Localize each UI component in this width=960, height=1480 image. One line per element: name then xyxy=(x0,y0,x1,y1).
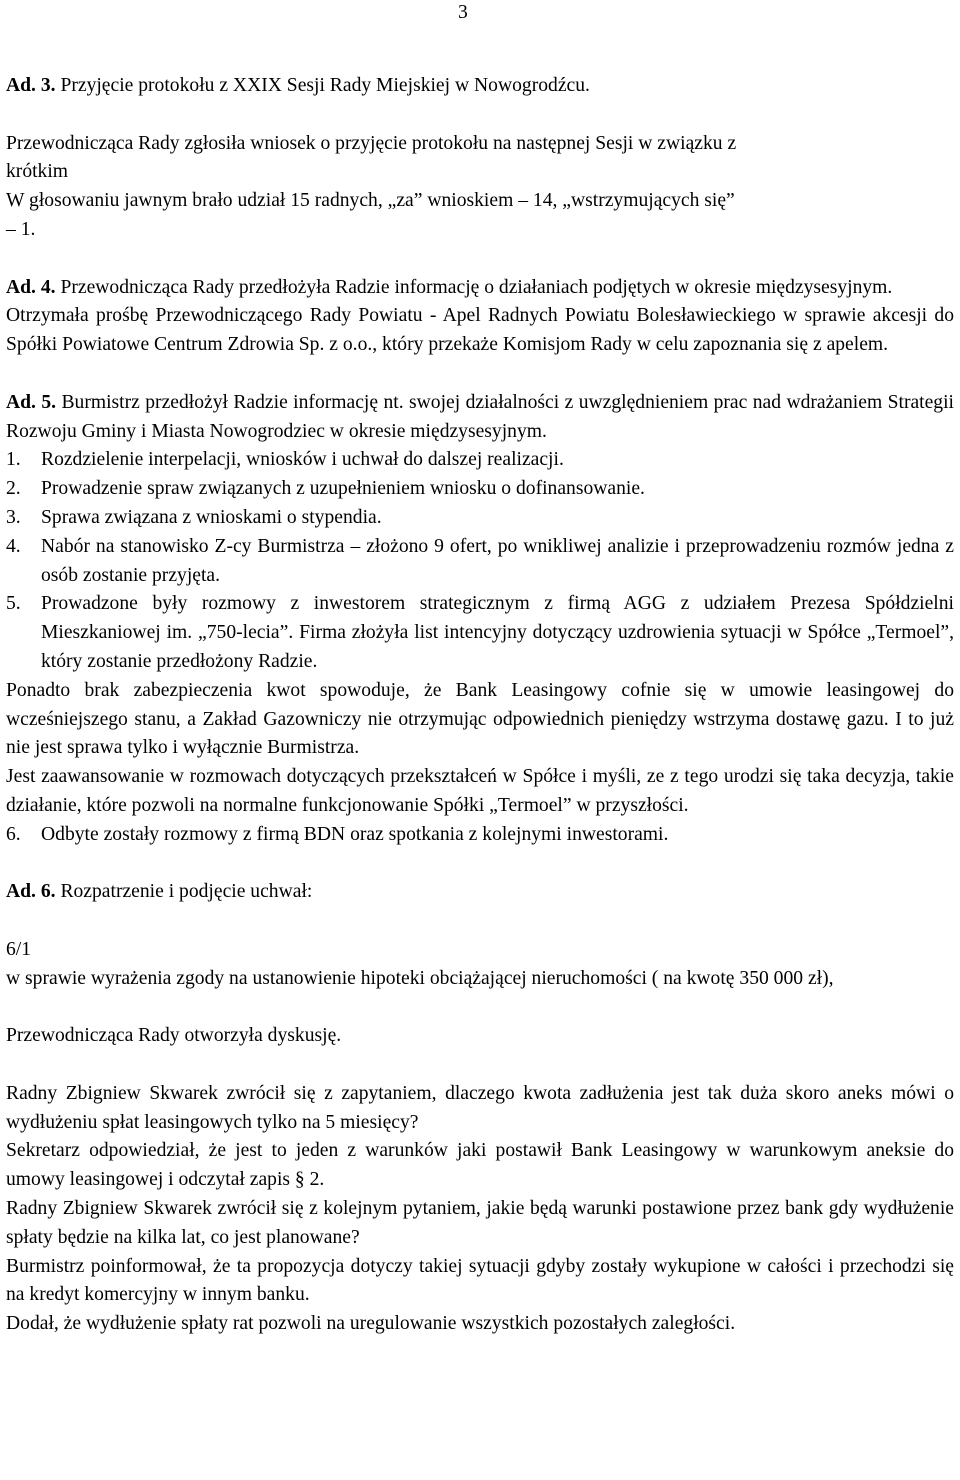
resolution-number: 6/1 xyxy=(6,938,32,960)
document-body xyxy=(6,72,954,1339)
list-item xyxy=(6,533,954,591)
ad5-paragraph-termoel: Jest zaawansowanie w rozmowach dotyczących przekształceń w Spółce i myśli, ze z tego urodzi się taka decyzja, takie działanie, które pozwoli na normalne funkcjonowanie Spółki „Termoel” w przyszłości. xyxy=(6,766,954,816)
discussion-paragraph: Radny Zbigniew Skwarek zwrócił się z zapytaniem, dlaczego kwota zadłużenia jest tak duża skoro aneks mówi o wydłużeniu spłat leasingowych tylko na 5 miesięcy? xyxy=(6,1082,954,1133)
ad5-text: Burmistrz przedłożył Radzie informację nt. swojej działalności z uwzględnieniem prac nad wdrażaniem Strategii Rozwoju Gminy i Miasta Nowogrodziec w okresie międzysesyjnym. xyxy=(6,391,954,442)
ad6-label: Ad. 6. xyxy=(6,881,56,903)
ad3-heading xyxy=(6,72,954,101)
ad5-paragraph xyxy=(6,389,954,447)
discussion-open: Przewodnicząca Rady otworzyła dyskusję. xyxy=(6,1025,342,1047)
list-item-number: 5. xyxy=(6,593,21,615)
list-item xyxy=(6,590,954,676)
ad4-paragraph xyxy=(6,274,954,303)
list-item-text: Prowadzone były rozmowy z inwestorem strategicznym z firmą AGG z udziałem Prezesa Spółdzielni Mieszkaniowej im. „750-lecia”. Firma złożyła list intencyjny dotyczący uzdrowienia sytuacji w Spółce „Termoel”, który zostanie przedłożony Radzie. xyxy=(41,593,954,672)
list-item-text: Sprawa związana z wnioskami o stypendia. xyxy=(41,506,382,528)
list-item xyxy=(6,446,954,475)
ad3-line-2: krótkim xyxy=(6,161,69,183)
resolution-text: w sprawie wyrażenia zgody na ustanowienie hipoteki obciążającej nieruchomości ( na kwotę 350 000 zł), xyxy=(6,967,834,989)
list-item-text: Nabór na stanowisko Z-cy Burmistrza – złożono 9 ofert, po wnikliwej analizie i przeprowadzeniu rozmów jedna z osób zostanie przyjęta. xyxy=(41,535,954,586)
list-item-text: Rozdzielenie interpelacji, wniosków i uchwał do dalszej realizacji. xyxy=(41,449,564,471)
discussion-paragraph: Sekretarz odpowiedział, że jest to jeden z warunków jaki postawił Bank Leasingowy w warunkowym aneksie do umowy leasingowej i odczytał zapis § 2. xyxy=(6,1140,954,1191)
ad6-heading xyxy=(6,878,954,907)
list-item xyxy=(6,504,954,533)
list-item-number: 1. xyxy=(6,449,21,471)
list-item-number: 3. xyxy=(6,506,21,528)
list-item-number: 6. xyxy=(6,823,21,845)
list-item xyxy=(6,475,954,504)
ad3-line-1: Przewodnicząca Rady zgłosiła wniosek o przyjęcie protokołu na następnej Sesji w związku z xyxy=(6,132,737,154)
ad4-paragraph-2: Otrzymała prośbę Przewodniczącego Rady Powiatu - Apel Radnych Powiatu Bolesławieckiego w sprawie akcesji do Spółki Powiatowe Centrum Zdrowia Sp. z o.o., który przekaże Komisjom Rady w celu zapoznania się z apelem. xyxy=(6,305,954,356)
ad3-line-4: – 1. xyxy=(6,218,36,240)
list-item-number: 2. xyxy=(6,478,21,500)
page-number: 3 xyxy=(458,2,468,23)
discussion-paragraph: Dodał, że wydłużenie spłaty rat pozwoli na uregulowanie wszystkich pozostałych zaległości. xyxy=(6,1313,736,1335)
list-item-number: 4. xyxy=(6,535,21,557)
discussion-paragraph: Radny Zbigniew Skwarek zwrócił się z kolejnym pytaniem, jakie będą warunki postawione przez bank gdy wydłużenie spłaty będzie na kilka lat, co jest planowane? xyxy=(6,1198,954,1248)
list-item xyxy=(6,821,954,850)
ad3-title: Przyjęcie protokołu z XXIX Sesji Rady Miejskiej w Nowogrodźcu. xyxy=(55,75,590,96)
ad3-label: Ad. 3. xyxy=(6,75,56,96)
ad6-text: Rozpatrzenie i podjęcie uchwał: xyxy=(55,881,313,903)
list-item-text: Prowadzenie spraw związanych z uzupełnieniem wniosku o dofinansowanie. xyxy=(41,478,645,500)
ad5-paragraph-gas: Ponadto brak zabezpieczenia kwot spowoduje, że Bank Leasingowy cofnie się w umowie leasingowej do wcześniejszego stanu, a Zakład Gazowniczy nie otrzymując odpowiednich pieniędzy wstrzyma dostawę gazu. I to już nie jest sprawa tylko i wyłącznie Burmistrza. xyxy=(6,679,954,759)
ad4-text: Przewodnicząca Rady przedłożyła Radzie informację o działaniach podjętych w okresie międzysesyjnym. xyxy=(55,276,893,298)
discussion-paragraph: Burmistrz poinformował, że ta propozycja dotyczy takiej sytuacji gdyby zostały wykupione w całości i przechodzi się na kredyt komercyjny w innym banku. xyxy=(6,1255,954,1306)
ad5-label: Ad. 5. xyxy=(6,391,57,413)
ad4-label: Ad. 4. xyxy=(6,276,56,298)
ad3-line-3: W głosowaniu jawnym brało udział 15 radnych, „za” wnioskiem – 14, „wstrzymujących się” xyxy=(6,190,735,212)
list-item-text: Odbyte zostały rozmowy z firmą BDN oraz spotkania z kolejnymi inwestorami. xyxy=(41,823,669,845)
